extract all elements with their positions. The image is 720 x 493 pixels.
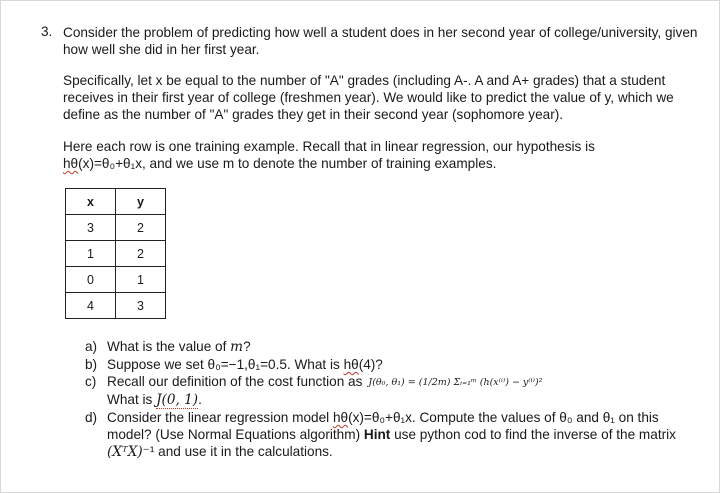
hypothesis-text: (x)=θ₀+θ₁x, and we use m to denote the number of training examples. [78,156,497,171]
table-header-row [66,189,166,215]
hypothesis-symbol: hθ [343,357,359,372]
cell-y: 3 [116,293,166,319]
cost-function-formula: J(θ₀, θ₁) = (1/2m) Σᵢ₌₁ᵐ (h(x⁽ⁱ⁾) − y⁽ⁱ⁾)² [368,377,543,388]
subquestion-text: ⁻¹ and use it in the calculations. [142,444,333,459]
subquestion-end: ? [243,339,251,354]
subquestion-a [85,338,705,356]
table-row [66,241,166,267]
training-text: Here each row is one training example. Recall that in linear regression, our hypothesis is [63,139,595,154]
subquestion-text: Consider the linear regression model [107,410,333,425]
cost-value-expression: J(0, 1) [156,392,199,408]
table-row [66,267,166,293]
subquestion-text: use python cod to find the inverse of the matrix [390,427,676,442]
subquestion-end: (4)? [358,357,383,372]
hypothesis-symbol: hθ [332,410,349,425]
cell-x: 1 [66,241,116,267]
subquestion-b [85,356,705,373]
variable-m: m [230,339,244,355]
training-table [65,188,166,319]
header-y: y [116,189,166,215]
subquestion-text: (x)=θ₀+θ₁x. Compute the values of θ₀ and θ₁ on this model? (Use Normal Equations algorithm) [107,410,659,442]
table-row [66,293,166,319]
subquestion-text-line2: What is [107,392,157,407]
subquestion-text: Recall our definition of the cost function as [107,374,363,389]
question-specifically: Specifically, let x be equal to the number of "A" grades (including A-. A and A+ grades) that a student receives in their first year of college (freshmen year). We would like to predict the value of y, which we define as the number of "A" grades they get in their second year (sophomore year). [63,73,674,122]
matrix-expression: (XᵀX) [107,444,143,460]
cell-x: 0 [66,267,116,293]
subquestion-text: What is the value of [107,339,231,354]
subquestion-label: a) [85,339,98,354]
subquestion-d [85,409,705,461]
question-number: 3. [41,24,53,39]
hint-label: Hint [363,427,391,442]
table-row [66,215,166,241]
question-intro: Consider the problem of predicting how well a student does in her second year of college/university, given how well she did in her first year. [63,25,698,57]
subquestion-label: c) [85,374,97,389]
subquestion-label: d) [85,410,98,425]
cell-y: 2 [116,215,166,241]
subquestion-end: . [198,392,202,407]
cell-x: 3 [66,215,116,241]
cell-y: 2 [116,241,166,267]
subquestion-c [85,373,705,409]
subquestion-list [85,338,705,461]
subquestion-text: Suppose we set θ₀=−1,θ₁=0.5. What is [107,357,344,372]
hypothesis-symbol: hθ [63,156,79,171]
subquestion-label: b) [85,357,98,372]
question-hypothesis [63,138,713,172]
cell-x: 4 [66,293,116,319]
header-x: x [66,189,116,215]
cell-y: 1 [116,267,166,293]
